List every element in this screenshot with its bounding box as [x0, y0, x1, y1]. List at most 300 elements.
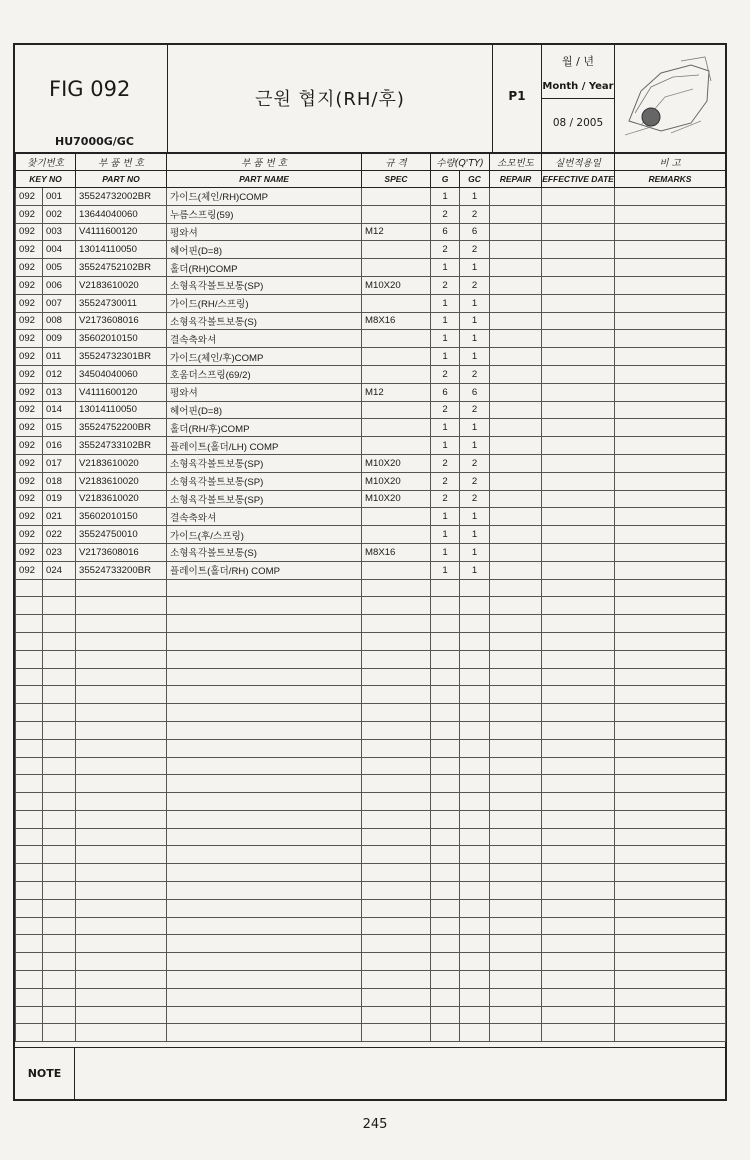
qty-gc-cell: 1	[460, 348, 490, 366]
qty-gc-cell	[460, 846, 490, 864]
col-qty-kr: 수량(Q'TY)	[431, 154, 490, 171]
qty-gc-cell	[460, 917, 490, 935]
remarks-cell	[615, 686, 726, 704]
qty-g-cell: 1	[431, 526, 460, 544]
col-remarks-kr: 비 고	[615, 154, 726, 171]
repair-cell	[490, 775, 542, 793]
fig-cell	[16, 615, 43, 633]
qty-gc-cell	[460, 668, 490, 686]
page-code-cell	[493, 45, 542, 152]
empty-row	[16, 704, 726, 722]
spec-cell	[362, 739, 431, 757]
empty-row	[16, 988, 726, 1006]
qty-gc-cell: 1	[460, 312, 490, 330]
empty-row	[16, 917, 726, 935]
effective-date-cell	[542, 330, 615, 348]
part-no-cell	[76, 632, 167, 650]
empty-row	[16, 757, 726, 775]
repair-cell	[490, 365, 542, 383]
spec-cell	[362, 882, 431, 900]
remarks-cell	[615, 294, 726, 312]
table-row	[16, 330, 726, 348]
page-title: 근원 협지(RH/후)	[255, 89, 405, 110]
qty-gc-cell: 2	[460, 241, 490, 259]
part-no-cell: V2183610020	[76, 490, 167, 508]
empty-row	[16, 846, 726, 864]
qty-g-cell	[431, 917, 460, 935]
effective-date-cell	[542, 917, 615, 935]
remarks-cell	[615, 810, 726, 828]
part-name-cell	[167, 899, 362, 917]
empty-row	[16, 882, 726, 900]
qty-gc-cell	[460, 953, 490, 971]
part-no-cell	[76, 615, 167, 633]
qty-g-cell: 1	[431, 508, 460, 526]
effective-date-cell	[542, 828, 615, 846]
qty-g-cell: 2	[431, 276, 460, 294]
fig-cell: 092	[16, 419, 43, 437]
part-no-cell	[76, 704, 167, 722]
qty-gc-cell	[460, 757, 490, 775]
part-no-cell: V2173608016	[76, 312, 167, 330]
part-name-cell: 소형육각볼트보통(S)	[167, 543, 362, 561]
qty-g-cell: 1	[431, 312, 460, 330]
effective-date-cell	[542, 526, 615, 544]
repair-cell	[490, 668, 542, 686]
qty-gc-cell: 1	[460, 188, 490, 206]
repair-cell	[490, 846, 542, 864]
qty-gc-cell: 1	[460, 294, 490, 312]
spec-cell	[362, 508, 431, 526]
remarks-cell	[615, 490, 726, 508]
effective-date-cell	[542, 205, 615, 223]
repair-cell	[490, 971, 542, 989]
part-name-cell	[167, 739, 362, 757]
spec-cell: M10X20	[362, 490, 431, 508]
part-no-cell	[76, 882, 167, 900]
effective-date-cell	[542, 241, 615, 259]
repair-cell	[490, 330, 542, 348]
part-name-cell	[167, 704, 362, 722]
effective-date-cell	[542, 472, 615, 490]
empty-row	[16, 686, 726, 704]
repair-cell	[490, 561, 542, 579]
qty-g-cell	[431, 846, 460, 864]
key-cell: 002	[43, 205, 76, 223]
repair-cell	[490, 526, 542, 544]
qty-g-cell: 2	[431, 401, 460, 419]
key-cell: 019	[43, 490, 76, 508]
qty-g-cell: 1	[431, 543, 460, 561]
key-cell	[43, 864, 76, 882]
table-row	[16, 437, 726, 455]
qty-g-cell	[431, 686, 460, 704]
spec-cell: M10X20	[362, 276, 431, 294]
spec-cell	[362, 899, 431, 917]
key-cell: 015	[43, 419, 76, 437]
part-no-cell: 35524730011	[76, 294, 167, 312]
spec-cell	[362, 864, 431, 882]
spec-cell	[362, 597, 431, 615]
spec-cell	[362, 365, 431, 383]
title-cell	[168, 45, 493, 152]
repair-cell	[490, 882, 542, 900]
table-row	[16, 294, 726, 312]
effective-date-cell	[542, 561, 615, 579]
fig-cell: 092	[16, 205, 43, 223]
effective-date-cell	[542, 508, 615, 526]
fig-cell	[16, 597, 43, 615]
qty-g-cell	[431, 650, 460, 668]
key-cell: 008	[43, 312, 76, 330]
effective-date-cell	[542, 223, 615, 241]
repair-cell	[490, 259, 542, 277]
effective-date-cell	[542, 348, 615, 366]
part-no-cell	[76, 686, 167, 704]
key-cell	[43, 739, 76, 757]
key-cell: 006	[43, 276, 76, 294]
key-cell: 001	[43, 188, 76, 206]
effective-date-cell	[542, 757, 615, 775]
remarks-cell	[615, 401, 726, 419]
qty-gc-cell: 1	[460, 419, 490, 437]
effective-date-cell	[542, 615, 615, 633]
table-row	[16, 383, 726, 401]
part-no-cell	[76, 917, 167, 935]
part-name-cell: 소형육각볼트보통(S)	[167, 312, 362, 330]
table-row	[16, 365, 726, 383]
qty-g-cell: 2	[431, 472, 460, 490]
empty-row	[16, 632, 726, 650]
effective-date-cell	[542, 935, 615, 953]
qty-gc-cell	[460, 1024, 490, 1042]
part-name-cell	[167, 615, 362, 633]
effective-date-cell	[542, 294, 615, 312]
key-cell	[43, 828, 76, 846]
spec-cell	[362, 775, 431, 793]
table-row	[16, 241, 726, 259]
remarks-cell	[615, 775, 726, 793]
spec-cell	[362, 668, 431, 686]
part-name-cell	[167, 1024, 362, 1042]
part-name-cell: 평와셔	[167, 223, 362, 241]
part-no-cell: 34504040060	[76, 365, 167, 383]
col-eff-en: EFFECTIVE DATE	[542, 171, 615, 188]
remarks-cell	[615, 543, 726, 561]
qty-g-cell	[431, 1006, 460, 1024]
spec-cell	[362, 935, 431, 953]
remarks-cell	[615, 917, 726, 935]
empty-row	[16, 668, 726, 686]
key-cell	[43, 775, 76, 793]
fig-cell: 092	[16, 543, 43, 561]
fig-cell: 092	[16, 276, 43, 294]
spec-cell: M12	[362, 223, 431, 241]
empty-row	[16, 739, 726, 757]
key-cell	[43, 899, 76, 917]
qty-gc-cell	[460, 704, 490, 722]
thumbnail-cell	[615, 45, 725, 152]
repair-cell	[490, 686, 542, 704]
qty-g-cell: 1	[431, 437, 460, 455]
qty-gc-cell	[460, 899, 490, 917]
qty-g-cell: 1	[431, 561, 460, 579]
fig-cell: 092	[16, 223, 43, 241]
empty-row	[16, 650, 726, 668]
qty-gc-cell	[460, 935, 490, 953]
qty-g-cell: 6	[431, 383, 460, 401]
part-name-cell	[167, 810, 362, 828]
table-row	[16, 205, 726, 223]
col-partno-en: PART NO	[76, 171, 167, 188]
qty-gc-cell: 1	[460, 259, 490, 277]
remarks-cell	[615, 668, 726, 686]
part-name-cell: 결속축와셔	[167, 508, 362, 526]
part-name-cell: 호움더스프링(69/2)	[167, 365, 362, 383]
part-name-cell: 소형육각볼트보통(SP)	[167, 454, 362, 472]
qty-gc-cell	[460, 739, 490, 757]
fig-cell	[16, 810, 43, 828]
key-cell: 011	[43, 348, 76, 366]
qty-g-cell: 1	[431, 259, 460, 277]
remarks-cell	[615, 223, 726, 241]
part-name-cell: 플레이트(홀더/RH) COMP	[167, 561, 362, 579]
remarks-cell	[615, 472, 726, 490]
table-row	[16, 276, 726, 294]
qty-g-cell	[431, 775, 460, 793]
spec-cell	[362, 401, 431, 419]
col-eff-kr: 실번적용일	[542, 154, 615, 171]
qty-g-cell: 1	[431, 330, 460, 348]
part-name-cell	[167, 775, 362, 793]
key-cell	[43, 597, 76, 615]
table-row	[16, 419, 726, 437]
remarks-cell	[615, 828, 726, 846]
qty-g-cell: 1	[431, 294, 460, 312]
part-no-cell	[76, 1006, 167, 1024]
key-cell: 017	[43, 454, 76, 472]
qty-gc-cell	[460, 632, 490, 650]
part-name-cell	[167, 988, 362, 1006]
spec-cell	[362, 846, 431, 864]
col-key-kr: 찾기번호	[16, 154, 76, 171]
remarks-cell	[615, 241, 726, 259]
col-repair-kr: 소모빈도	[490, 154, 542, 171]
repair-cell	[490, 615, 542, 633]
effective-date-cell	[542, 312, 615, 330]
fig-cell: 092	[16, 401, 43, 419]
part-name-cell	[167, 917, 362, 935]
part-no-cell: 13014110050	[76, 401, 167, 419]
spec-cell	[362, 437, 431, 455]
spec-cell	[362, 419, 431, 437]
part-name-cell: 소형육각볼트보통(SP)	[167, 276, 362, 294]
repair-cell	[490, 472, 542, 490]
effective-date-cell	[542, 704, 615, 722]
remarks-cell	[615, 632, 726, 650]
note-section	[15, 1047, 725, 1100]
remarks-cell	[615, 757, 726, 775]
key-cell	[43, 971, 76, 989]
remarks-cell	[615, 988, 726, 1006]
spec-cell	[362, 259, 431, 277]
repair-cell	[490, 988, 542, 1006]
effective-date-cell	[542, 579, 615, 597]
spec-cell	[362, 632, 431, 650]
effective-date-cell	[542, 454, 615, 472]
part-name-cell	[167, 846, 362, 864]
effective-date-cell	[542, 276, 615, 294]
qty-g-cell	[431, 935, 460, 953]
key-cell: 012	[43, 365, 76, 383]
effective-date-cell	[542, 686, 615, 704]
part-no-cell: V2183610020	[76, 276, 167, 294]
table-row	[16, 223, 726, 241]
qty-gc-cell: 2	[460, 205, 490, 223]
empty-row	[16, 721, 726, 739]
fig-cell	[16, 721, 43, 739]
fig-cell: 092	[16, 383, 43, 401]
fig-cell: 092	[16, 348, 43, 366]
part-name-cell: 홀더(RH/후)COMP	[167, 419, 362, 437]
fig-cell	[15, 45, 168, 152]
qty-gc-cell	[460, 1006, 490, 1024]
remarks-cell	[615, 383, 726, 401]
fig-cell	[16, 917, 43, 935]
sheet-header	[15, 45, 725, 153]
fig-cell	[16, 864, 43, 882]
fig-cell: 092	[16, 454, 43, 472]
empty-row	[16, 1024, 726, 1042]
part-name-cell	[167, 668, 362, 686]
key-cell	[43, 668, 76, 686]
fig-cell: 092	[16, 312, 43, 330]
effective-date-cell	[542, 259, 615, 277]
repair-cell	[490, 953, 542, 971]
remarks-cell	[615, 526, 726, 544]
spec-cell: M10X20	[362, 472, 431, 490]
part-no-cell	[76, 988, 167, 1006]
effective-date-cell	[542, 882, 615, 900]
key-cell	[43, 953, 76, 971]
part-name-cell	[167, 828, 362, 846]
qty-gc-cell	[460, 775, 490, 793]
table-row	[16, 472, 726, 490]
part-name-cell: 홀더(RH)COMP	[167, 259, 362, 277]
repair-cell	[490, 276, 542, 294]
empty-row	[16, 775, 726, 793]
spec-cell	[362, 1024, 431, 1042]
part-no-cell: V2183610020	[76, 454, 167, 472]
remarks-cell	[615, 864, 726, 882]
key-cell	[43, 632, 76, 650]
repair-cell	[490, 704, 542, 722]
month-year-en: Month / Year	[542, 81, 614, 92]
remarks-cell	[615, 437, 726, 455]
fig-cell: 092	[16, 365, 43, 383]
part-no-cell	[76, 597, 167, 615]
part-no-cell: V2183610020	[76, 472, 167, 490]
qty-gc-cell: 2	[460, 276, 490, 294]
qty-g-cell: 2	[431, 241, 460, 259]
remarks-cell	[615, 739, 726, 757]
key-cell: 013	[43, 383, 76, 401]
fig-cell	[16, 704, 43, 722]
fig-cell	[16, 899, 43, 917]
qty-g-cell	[431, 828, 460, 846]
qty-gc-cell: 2	[460, 472, 490, 490]
qty-gc-cell	[460, 828, 490, 846]
empty-row	[16, 1006, 726, 1024]
qty-gc-cell	[460, 650, 490, 668]
key-cell: 021	[43, 508, 76, 526]
part-no-cell: 35524752102BR	[76, 259, 167, 277]
part-name-cell: 가이드(후/스프링)	[167, 526, 362, 544]
remarks-cell	[615, 348, 726, 366]
table-row	[16, 188, 726, 206]
key-cell	[43, 810, 76, 828]
fig-cell	[16, 1006, 43, 1024]
key-cell	[43, 704, 76, 722]
col-qty-g: G	[431, 171, 460, 188]
table-row	[16, 526, 726, 544]
qty-gc-cell	[460, 988, 490, 1006]
qty-gc-cell	[460, 882, 490, 900]
header-row-en	[16, 171, 726, 188]
fig-cell	[16, 953, 43, 971]
part-name-cell	[167, 721, 362, 739]
key-cell	[43, 988, 76, 1006]
repair-cell	[490, 739, 542, 757]
machine-thumbnail-image	[621, 51, 715, 143]
fig-cell: 092	[16, 508, 43, 526]
spec-cell: M12	[362, 383, 431, 401]
repair-cell	[490, 899, 542, 917]
part-no-cell: 35524733200BR	[76, 561, 167, 579]
part-name-cell: 가이드(체인/RH)COMP	[167, 188, 362, 206]
spec-cell	[362, 1006, 431, 1024]
part-no-cell	[76, 953, 167, 971]
part-name-cell: 헤어핀(D=8)	[167, 401, 362, 419]
part-name-cell	[167, 971, 362, 989]
repair-cell	[490, 579, 542, 597]
col-spec-kr: 규 격	[362, 154, 431, 171]
fig-cell	[16, 579, 43, 597]
table-row	[16, 312, 726, 330]
divider	[542, 98, 614, 99]
effective-date-cell	[542, 810, 615, 828]
qty-gc-cell: 2	[460, 454, 490, 472]
part-no-cell: V4111600120	[76, 223, 167, 241]
effective-date-cell	[542, 988, 615, 1006]
part-name-cell: 결속축와셔	[167, 330, 362, 348]
key-cell	[43, 935, 76, 953]
spec-cell	[362, 953, 431, 971]
remarks-cell	[615, 1024, 726, 1042]
part-no-cell	[76, 899, 167, 917]
spec-cell	[362, 294, 431, 312]
part-name-cell	[167, 935, 362, 953]
part-no-cell: V2173608016	[76, 543, 167, 561]
remarks-cell	[615, 597, 726, 615]
col-partno-kr: 부 품 번 호	[76, 154, 167, 171]
remarks-cell	[615, 971, 726, 989]
key-cell: 024	[43, 561, 76, 579]
repair-cell	[490, 241, 542, 259]
fig-cell: 092	[16, 490, 43, 508]
effective-date-cell	[542, 419, 615, 437]
empty-row	[16, 615, 726, 633]
